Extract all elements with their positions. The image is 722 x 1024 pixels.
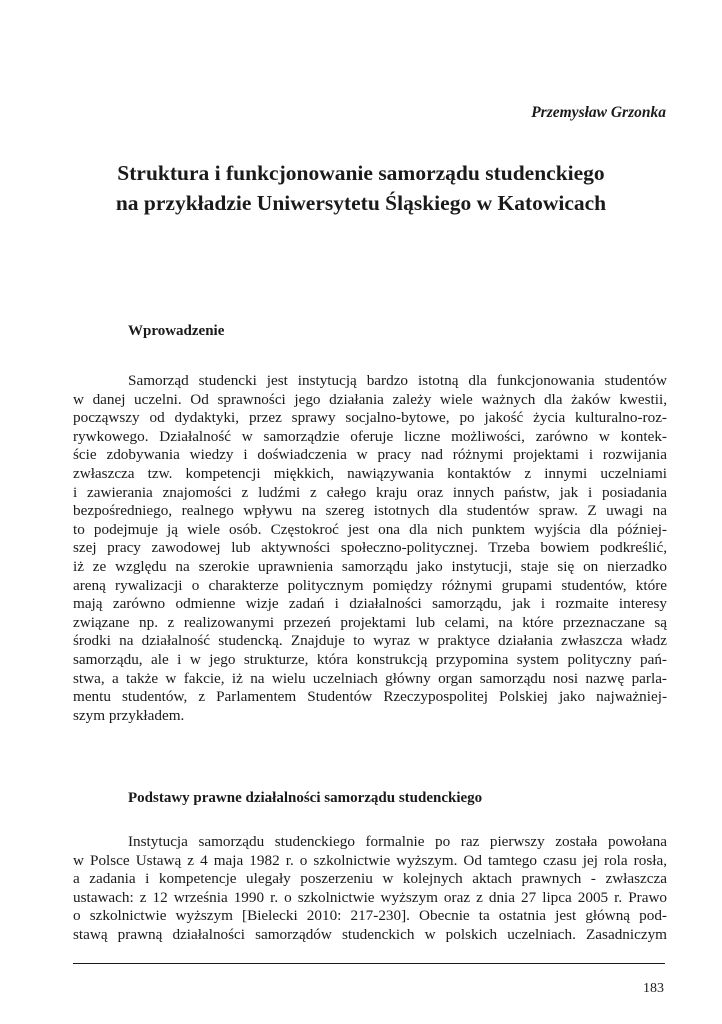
- text-line: areną rywalizacji o charakterze politycznym pomiędzy różnymi grupami studentów, które: [73, 576, 667, 594]
- text-line: ustawach: z 12 września 1990 r. o szkolnictwie wyższym oraz z dnia 27 lipca 2005 r. Prawo: [73, 888, 667, 906]
- text-line: stwa, a także w fakcie, iż na wielu uczelniach główny organ samorządu nosi nazwę parla-: [73, 669, 667, 687]
- text-line: Instytucja samorządu studenckiego formalnie po raz pierwszy została powołana: [128, 833, 667, 850]
- text-line: mają zarówno odmienne wizje zadań i działalności samorządu, jak i rozmaite interesy: [73, 595, 667, 613]
- title-line: na przykładzie Uniwersytetu Śląskiego w Katowicach: [115, 191, 607, 215]
- text-line: to podejmuje ją wiele osób. Częstokroć jest ona dla nich punktem wyjścia dla później-: [73, 520, 667, 538]
- text-line: a zadania i kompetencje ulegały poszerzeniu w kolejnych aktach prawnych - zwłaszcza: [73, 870, 667, 888]
- text-line: zwłaszcza tzw. kompetencji miękkich, nawiązywania kontaktów z innymi uczelniami: [73, 464, 667, 482]
- text-line: szej pracy zawodowej lub aktywności społeczno-politycznej. Trzeba bowiem podkreślić,: [73, 539, 667, 557]
- text-line: szym przykładem.: [73, 706, 185, 724]
- footer-rule: [73, 963, 665, 964]
- text-line: w Polsce Ustawą z 4 maja 1982 r. o szkolnictwie wyższym. Od tamtego czasu jej rola rosła,: [73, 851, 667, 869]
- text-line: mentu studentów, z Parlamentem Studentów Rzeczypospolitej Polskiej jako najważniej-: [73, 688, 667, 706]
- text-line: stawą prawną działalności samorządów studenckich w polskich uczelniach. Zasadniczym: [73, 925, 667, 943]
- text-line: środki na działalność studencką. Znajduje to wyraz w praktyce działania zwłaszcza władz: [73, 632, 667, 650]
- text-line: rywkowego. Działalność w samorządzie oferuje liczne możliwości, zarówno w kontek-: [73, 427, 667, 445]
- paragraph-legal-basis: [73, 833, 667, 945]
- text-line: począwszy od dydaktyki, przez sprawy socjalno-bytowe, po jakość życia kulturalno-roz-: [73, 409, 667, 427]
- text-line: bezpośredniego, realnego wpływu na szereg istotnych dla studentów spraw. Z uwagi na: [73, 502, 667, 520]
- text-line: o szkolnictwie wyższym [Bielecki 2010: 217-230]. Obecnie ta ostatnia jest główną pod-: [73, 907, 667, 925]
- text-line: Samorząd studencki jest instytucją bardzo istotną dla funkcjonowania studentów: [128, 372, 667, 389]
- text-line: i zawierania znajomości z ludźmi z całego kraju oraz innych państw, jak i posiadania: [73, 483, 667, 501]
- text-line: ście zdobywania wiedzy i doświadczenia w pracy nad różnymi projektami i rozwijania: [73, 446, 667, 464]
- article-title: [0, 158, 722, 218]
- page-number: 183: [643, 981, 664, 996]
- author-name: Przemysław Grzonka: [531, 104, 666, 121]
- section-heading-legal-basis: Podstawy prawne działalności samorządu studenckiego: [128, 790, 483, 806]
- text-line: związane np. z realizowanymi przezeń projektami lub celami, na które przeznaczane są: [73, 613, 667, 631]
- paragraph-introduction: [73, 372, 667, 725]
- text-line: w danej uczelni. Od sprawności jego działania zależy wiele ważnych dla żaków kwestii,: [73, 390, 667, 408]
- text-line: samorządu, ale i w jego strukturze, która konstrukcją przypomina system polityczny pań-: [73, 650, 667, 668]
- text-line: iż ze względu na szerokie uprawnienia samorządu jako instytucji, staje się on nierzadko: [73, 557, 667, 575]
- title-line: Struktura i funkcjonowanie samorządu studenckiego: [117, 161, 605, 185]
- section-heading-introduction: Wprowadzenie: [128, 323, 225, 339]
